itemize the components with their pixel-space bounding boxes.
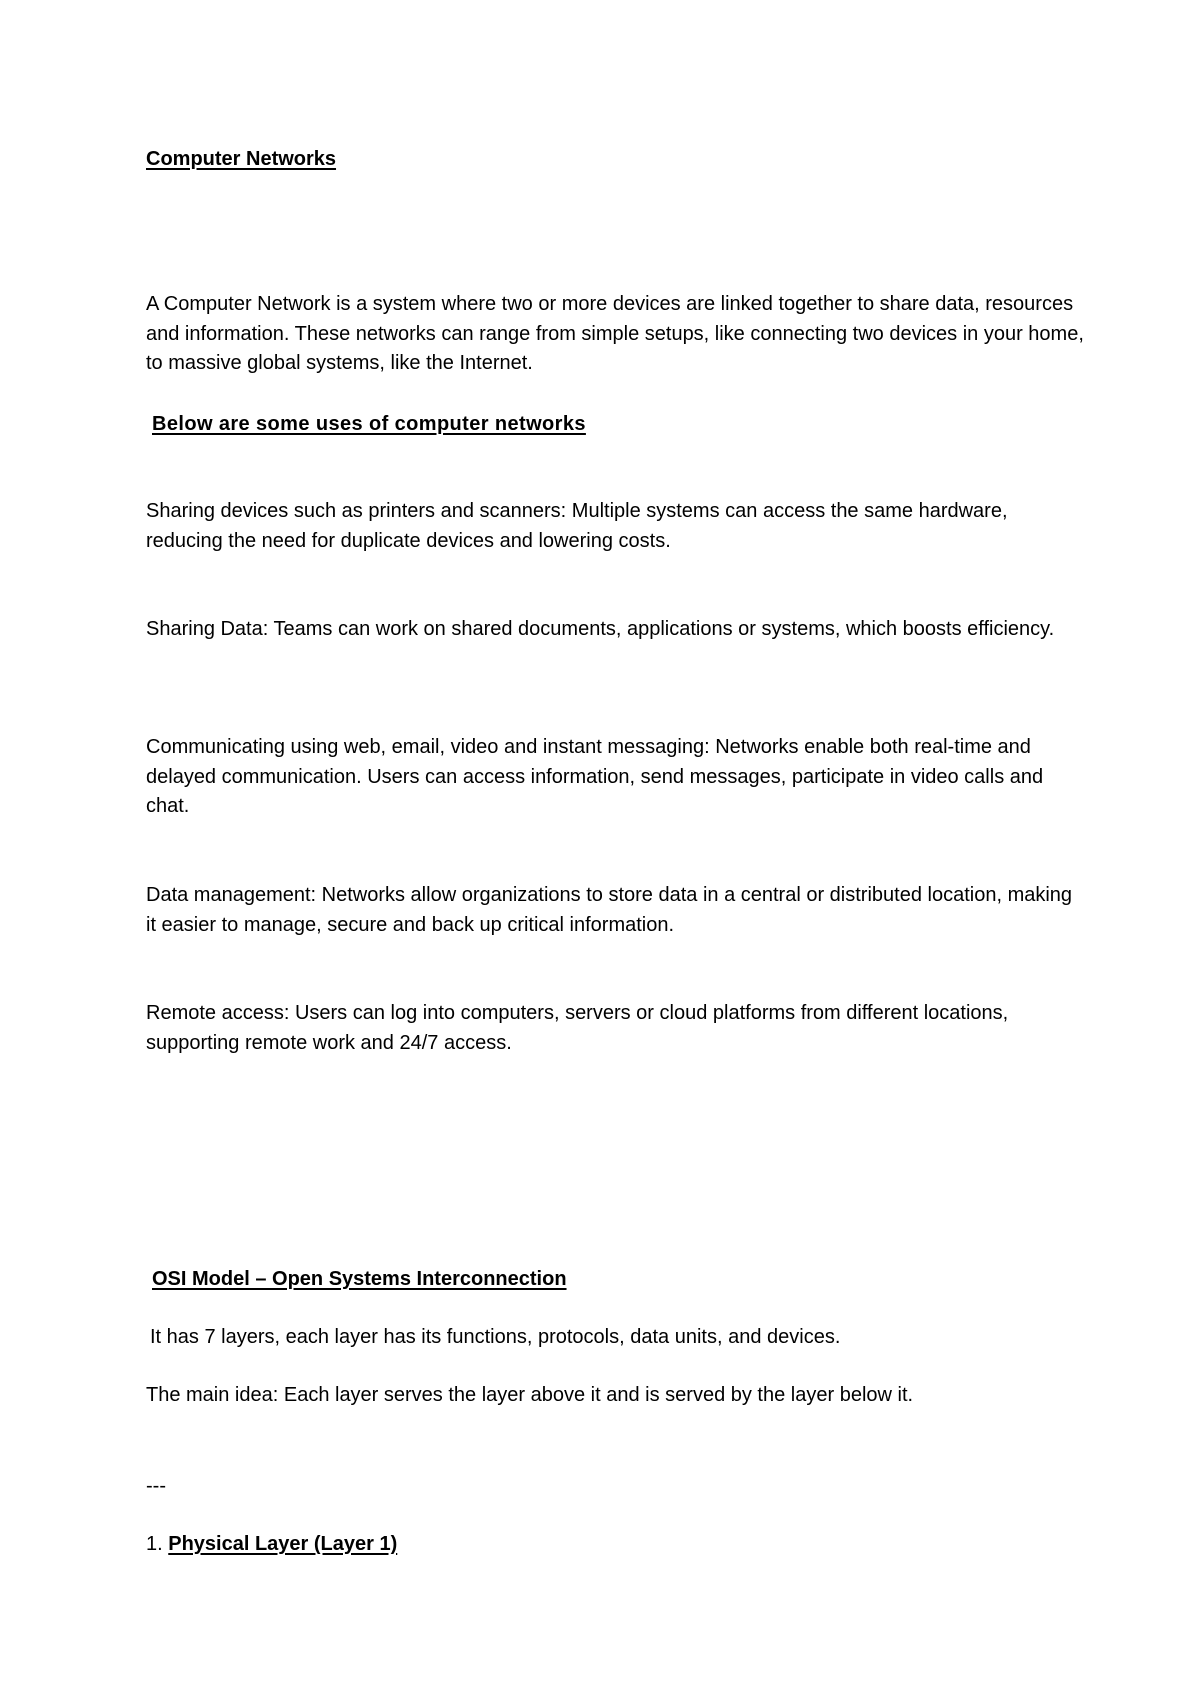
use-paragraph-sharing-devices: Sharing devices such as printers and scanners: Multiple systems can access the same hardware, reducing the need for duplicate devices and lowering costs. bbox=[146, 500, 1008, 552]
use-paragraph-remote-access: Remote access: Users can log into computers, servers or cloud platforms from different locations, supporting remote work and 24/7 access. bbox=[146, 1002, 1009, 1054]
use-paragraph-sharing-data: Sharing Data: Teams can work on shared documents, applications or systems, which boosts efficiency. bbox=[146, 618, 1055, 640]
osi-main-idea-paragraph: The main idea: Each layer serves the layer above it and is served by the layer below it. bbox=[146, 1384, 914, 1406]
layer-1-heading bbox=[146, 1530, 1086, 1560]
use-paragraph-communicating: Communicating using web, email, video and instant messaging: Networks enable both real-time and delayed communication. Users can access information, send messages, participate in video calls and chat. bbox=[146, 736, 1044, 817]
section-separator: --- bbox=[146, 1475, 166, 1497]
osi-heading: OSI Model – Open Systems Interconnection bbox=[152, 1268, 567, 1290]
layer-1-title: Physical Layer (Layer 1) bbox=[168, 1533, 398, 1555]
uses-heading: Below are some uses of computer networks bbox=[152, 413, 586, 435]
intro-paragraph: A Computer Network is a system where two or more devices are linked together to share data, resources and information. These networks can range from simple setups, like connecting two devices in your home, to massive global systems, like the Internet. bbox=[146, 293, 1084, 374]
document-title: Computer Networks bbox=[146, 148, 337, 170]
osi-layers-paragraph: It has 7 layers, each layer has its functions, protocols, data units, and devices. bbox=[150, 1326, 841, 1348]
layer-1-number: 1. bbox=[146, 1533, 163, 1555]
use-paragraph-data-management: Data management: Networks allow organizations to store data in a central or distributed location, making it easier to manage, secure and back up critical information. bbox=[146, 884, 1073, 936]
